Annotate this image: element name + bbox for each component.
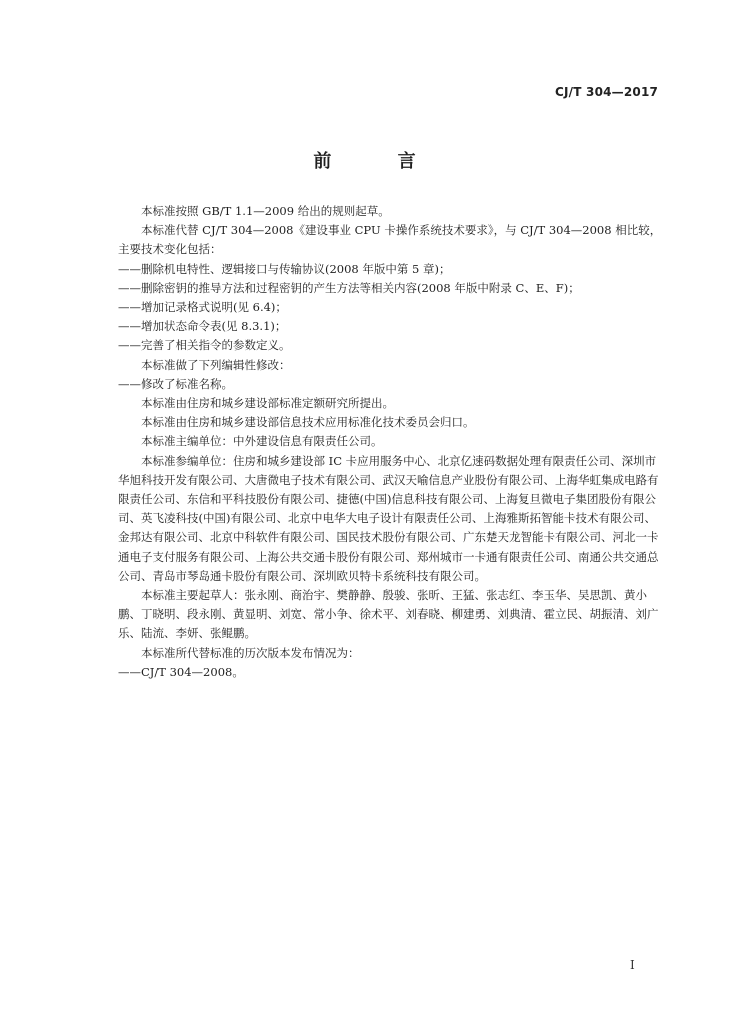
change-item: ——增加状态命令表(见 8.3.1)； <box>118 319 287 334</box>
centralized-paragraph: 本标准由住房和城乡建设部信息技术应用标准化技术委员会归口。 <box>141 415 475 430</box>
editorial-intro: 本标准做了下列编辑性修改： <box>141 357 291 372</box>
change-item: ——完善了相关指令的参数定义。 <box>118 338 291 353</box>
change-item: ——删除密钥的推导方法和过程密钥的产生方法等相关内容(2008 年版中附录 C、E、F)； <box>118 280 580 295</box>
history-intro: 本标准所代替标准的历次版本发布情况为： <box>141 645 360 660</box>
proposer-paragraph: 本标准由住房和城乡建设部标准定额研究所提出。 <box>141 396 394 411</box>
drafting-rule-paragraph: 本标准按照 GB/T 1.1—2009 给出的规则起草。 <box>141 204 390 218</box>
chief-drafter-unit-paragraph: 本标准主编单位：中外建设信息有限责任公司。 <box>141 434 383 449</box>
change-item: ——删除机电特性、逻辑接口与传输协议(2008 年版中第 5 章)； <box>118 261 451 276</box>
replacement-paragraph: 本标准代替 CJ/T 304—2008《建设事业 CPU 卡操作系统技术要求》，与 CJ/T 304—2008 相比较，主要技术变化包括： <box>118 223 662 257</box>
page-title: 前 言 <box>313 151 446 172</box>
standard-code: CJ/T 304—2017 <box>555 85 659 99</box>
change-item: ——增加记录格式说明(见 6.4)； <box>118 300 287 315</box>
main-drafters-paragraph: 本标准主要起草人：张永刚、商治宇、樊静静、殷骏、张昕、王猛、张志红、李玉华、吴思凯、黄小鹏、丁晓明、段永刚、黄显明、刘宽、常小争、徐术平、刘春晓、柳建勇、刘典清、霍立民、胡振清、刘广乐、陆流、李妍、张鲲鹏。 <box>118 588 659 641</box>
foreword-body <box>118 202 666 682</box>
participating-units-paragraph: 本标准参编单位：住房和城乡建设部 IC 卡应用服务中心、北京亿速码数据处理有限责任公司、深圳市华旭科技开发有限公司、大唐微电子技术有限公司、武汉天喻信息产业股份有限公司、上海华虹集成电路有限责任公司、东信和平科技股份有限公司、捷德(中国)信息科技有限公司、上海复旦微电子集团股份有限公司、英飞凌科技(中国)有限公司、北京中电华大电子设计有限责任公司、上海雅斯拓智能卡技术有限公司、金邦达有限公司、北京中科软件有限公司、国民技术股份有限公司、广东楚天龙智能卡有限公司、河北一卡通电子支付服务有限公司、上海公共交通卡股份有限公司、郑州城市一卡通有限责任公司、南通公共交通总公司、青岛市琴岛通卡股份有限公司、深圳欧贝特卡系统科技有限公司。 <box>118 453 659 583</box>
history-item: ——CJ/T 304—2008。 <box>118 664 244 679</box>
editorial-change-item: ——修改了标准名称。 <box>118 376 233 391</box>
page-number: I <box>630 958 635 972</box>
